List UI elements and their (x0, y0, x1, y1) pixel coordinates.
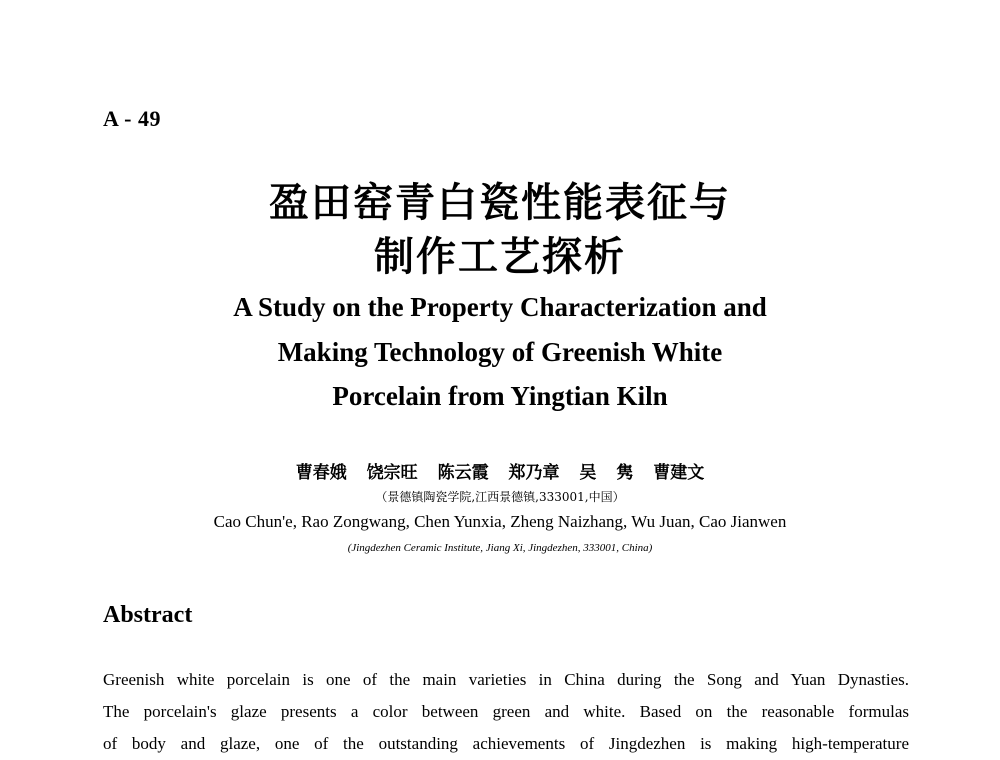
abstract-line-2: The porcelain's glaze presents a color between green and white. Based on the reasonable formulas (103, 702, 909, 721)
abstract-heading: Abstract (103, 602, 193, 628)
abstract-line-1: Greenish white porcelain is one of the main varieties in China during the Song and Yuan Dynasties. (103, 670, 909, 689)
paper-code: A - 49 (103, 106, 161, 131)
affiliation-english: (Jingdezhen Ceramic Institute, Jiang Xi, Jingdezhen, 333001, China) (347, 542, 653, 554)
title-english-line-1: A Study on the Property Characterization and (233, 292, 767, 322)
abstract-line-3: of body and glaze, one of the outstanding achievements of Jingdezhen is making high-temperature (103, 734, 909, 753)
title-english-line-2: Making Technology of Greenish White (277, 337, 723, 367)
affiliation-chinese: （景德镇陶瓷学院,江西景德镇,333001,中国） (375, 490, 625, 504)
title-english-line-3: Porcelain from Yingtian Kiln (332, 381, 668, 411)
authors-english: Cao Chun'e, Rao Zongwang, Chen Yunxia, Zheng Naizhang, Wu Juan, Cao Jianwen (213, 512, 787, 531)
authors-chinese: 曹春娥 饶宗旺 陈云霞 郑乃章 吴 隽 曹建文 (295, 463, 705, 483)
title-chinese-line-1: 盈田窑青白瓷性能表征与 (269, 179, 731, 226)
title-chinese-line-2: 制作工艺探析 (374, 233, 626, 280)
